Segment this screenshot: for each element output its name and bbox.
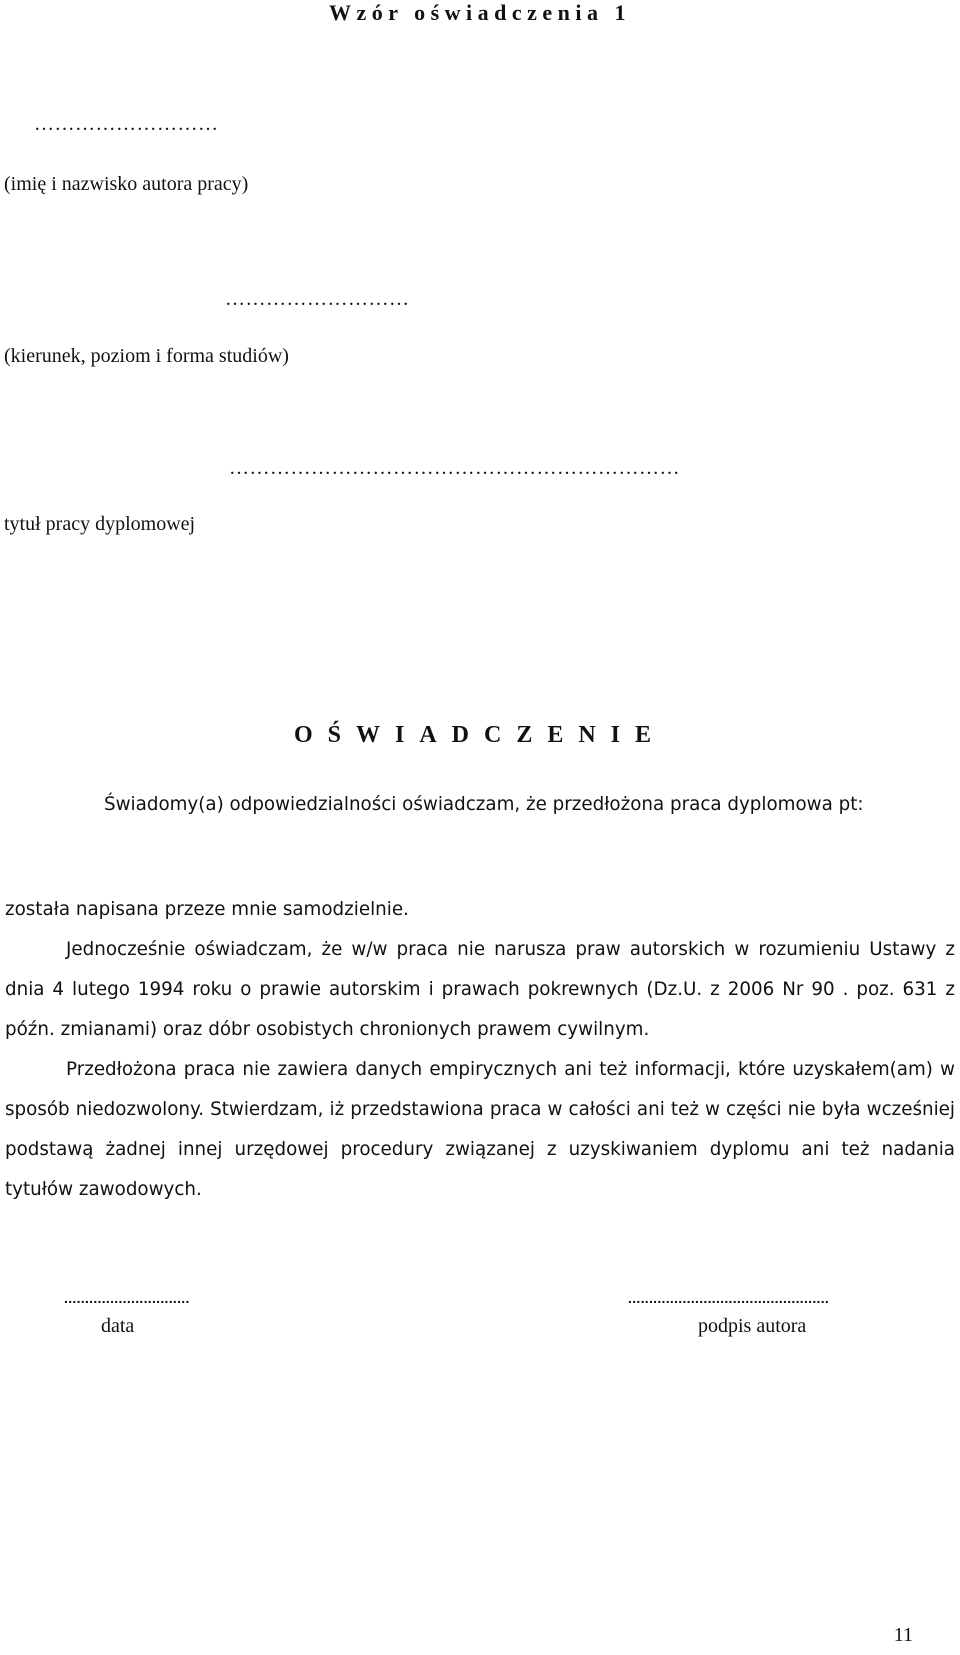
page-number: 11 xyxy=(893,1624,913,1646)
form-title: Wzór oświadczenia 1 xyxy=(328,0,632,25)
author-name-label: (imię i nazwisko autora pracy) xyxy=(4,173,249,195)
written-alone-text: została napisana przeze mnie samodzielnie. xyxy=(5,899,409,920)
studies-label: (kierunek, poziom i forma studiów) xyxy=(4,345,289,367)
studies-line: ……………………… xyxy=(225,288,410,310)
date-label: data xyxy=(101,1315,135,1337)
author-signature-label: podpis autora xyxy=(698,1315,807,1337)
date-line: .............................. xyxy=(64,1290,190,1306)
data-paragraph: Przedłożona praca nie zawiera danych empirycznych ani też informacji, które uzyskałem(am) w sposób niedozwolony. Stwierdzam, iż przedstawiona praca w całości ani też w części nie była wcześniej podstawą żadnej innej urzędowej procedury związanej z uzyskiwaniem dyplomu ani też nadania tytułów zawodowych. xyxy=(5,1059,955,1200)
declaration-body xyxy=(5,890,955,1210)
declaration-intro: Świadomy(a) odpowiedzialności oświadczam, że przedłożona praca dyplomowa pt: xyxy=(104,794,864,815)
thesis-title-label: tytuł pracy dyplomowej xyxy=(4,513,196,535)
copyright-paragraph: Jednocześnie oświadczam, że w/w praca nie narusza praw autorskich w rozumieniu Ustawy z dnia 4 lutego 1994 roku o prawie autorskim i prawach pokrewnych (Dz.U. z 2006 Nr 90 . poz. 631 z późn. zmianami) oraz dóbr osobistych chronionych prawem cywilnym. xyxy=(5,939,955,1040)
author-name-line: ……………………… xyxy=(34,113,219,135)
thesis-title-line: ………………………………………………………… xyxy=(229,457,680,479)
author-signature-line: ................................................ xyxy=(628,1290,830,1306)
declaration-heading: OŚWIADCZENIE xyxy=(293,722,667,748)
